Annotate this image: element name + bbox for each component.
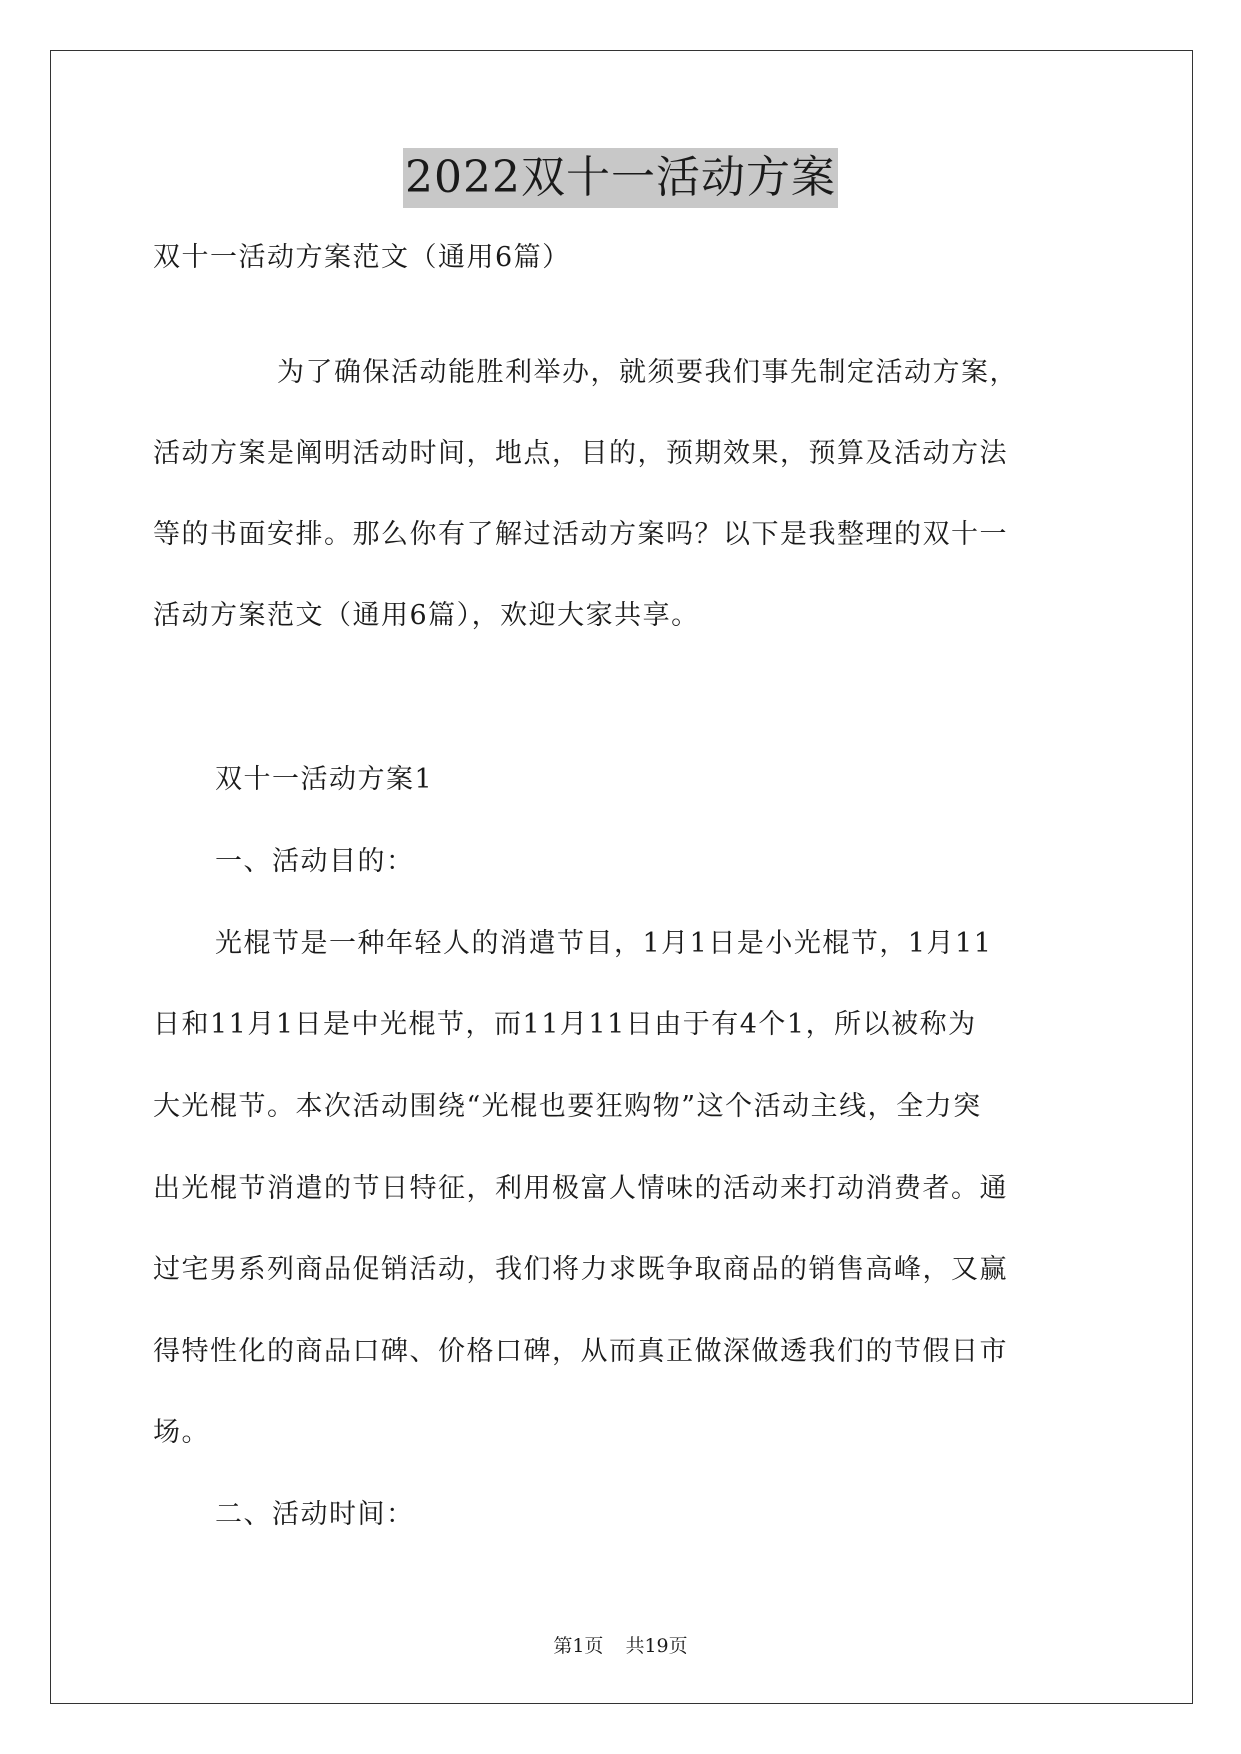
body-line: 日和11月1日是中光棍节，而11月11日由于有4个1，所以被称为 <box>153 1009 977 1040</box>
document-subtitle: 双十一活动方案范文（通用6篇） <box>153 242 571 273</box>
title-container <box>0 148 1241 208</box>
document-title: 2022双十一活动方案 <box>403 148 838 208</box>
body-line: 大光棍节。本次活动围绕“光棍也要狂购物”这个活动主线，全力突 <box>153 1091 982 1122</box>
section-title: 双十一活动方案1 <box>215 764 434 795</box>
intro-line: 为了确保活动能胜利举办，就须要我们事先制定活动方案， <box>277 357 1018 388</box>
heading-purpose: 一、活动目的： <box>215 846 415 877</box>
body-line: 光棍节是一种年轻人的消遣节目，1月1日是小光棍节，1月11 <box>215 928 993 959</box>
page-number: 第1页 <box>553 1635 604 1657</box>
body-line: 得特性化的商品口碑、价格口碑，从而真正做深做透我们的节假日市 <box>153 1336 1008 1367</box>
page-footer <box>0 1632 1241 1660</box>
body-line: 过宅男系列商品促销活动，我们将力求既争取商品的销售高峰，又赢 <box>153 1254 1008 1285</box>
page-total: 共19页 <box>625 1635 688 1657</box>
intro-line: 活动方案是阐明活动时间，地点，目的，预期效果，预算及活动方法 <box>153 438 1008 469</box>
body-line: 场。 <box>153 1417 210 1448</box>
intro-line: 活动方案范文（通用6篇），欢迎大家共享。 <box>153 600 700 631</box>
heading-time: 二、活动时间： <box>215 1499 415 1530</box>
intro-line: 等的书面安排。那么你有了解过活动方案吗？以下是我整理的双十一 <box>153 519 1008 550</box>
body-line: 出光棍节消遣的节日特征，利用极富人情味的活动来打动消费者。通 <box>153 1173 1008 1204</box>
